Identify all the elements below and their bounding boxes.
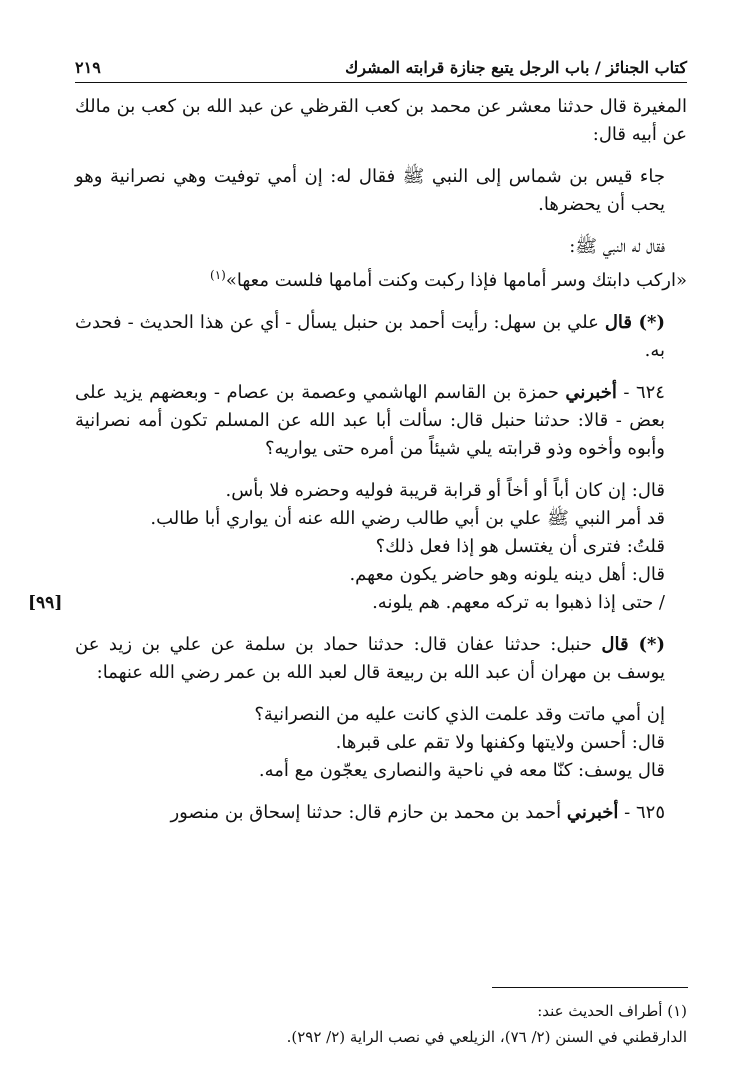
- footnote-line: الدارقطني في السنن (٢/ ٧٦)، الزيلعي في نصب الراية (٢/ ٢٩٢).: [286, 1028, 687, 1046]
- paragraph-lead: أخبرني: [565, 382, 617, 403]
- paragraph-text: حمزة بن القاسم الهاشمي وعصمة بن عصام - وبعضهم يزيد على بعض - قالا: حدثنا حنبل قال: سألت أبا عبد الله عن المسلم تكون أمه نصرانية وأبوه وأخوه وذو قرابته يلي شيئاً من أمره حتى يواريه؟: [75, 382, 665, 459]
- text-line: قلتُ: فترى أن يغتسل هو إذا فعل ذلك؟: [375, 536, 665, 557]
- paragraph-answers: [28, 477, 687, 617]
- paragraph-ali-ibn-sahl: [75, 309, 687, 365]
- paragraph-hadith-624: [75, 379, 687, 463]
- footnotes: [75, 998, 687, 1050]
- hadith-number: ٦٢٤ -: [623, 382, 665, 403]
- main-text: [28, 93, 687, 827]
- paragraph-hadith-question: جاء قيس بن شماس إلى النبي ﷺ فقال له: إن أمي توفيت وهي نصرانية وهو يحب أن يحضرها.: [75, 166, 665, 215]
- paragraph-lead: (*) قال: [601, 634, 665, 655]
- footnote-divider: [492, 987, 688, 988]
- paragraph-text: علي بن سهل: رأيت أحمد بن حنبل يسأل - أي عن هذا الحديث - فحدث به.: [75, 312, 665, 361]
- page-header: [75, 50, 687, 83]
- paragraph-ibn-umar: [75, 701, 687, 785]
- text-line: قال: أهل دينه يلونه وهو حاضر يكون معهم.: [349, 564, 665, 585]
- text-line: / حتى إذا ذهبوا به تركه معهم. هم يلونه.: [372, 592, 665, 613]
- prophet-quote: «اركب دابتك وسر أمامها فإذا ركبت وكنت أمامها فلست معها»: [225, 270, 687, 291]
- text-line: قال: أحسن ولايتها وكفنها ولا تقم على قبرها.: [335, 732, 665, 753]
- paragraph-lead: (*) قال: [604, 312, 665, 333]
- text-line: قال يوسف: كنّا معه في ناحية والنصارى يعجّون مع أمه.: [258, 760, 665, 781]
- text-line: قد أمر النبي ﷺ علي بن أبي طالب رضي الله عنه أن يواري أبا طالب.: [150, 508, 665, 529]
- paragraph-prophet-quote: [75, 261, 687, 295]
- text-line-with-margin: [28, 589, 665, 617]
- text-line: قال: إن كان أباً أو أخاً أو قرابة قريبة فوليه وحضره فلا بأس.: [225, 480, 665, 501]
- hadith-number: ٦٢٥ -: [624, 802, 665, 823]
- paragraph-lead: أخبرني: [566, 802, 619, 823]
- paragraph-prophet-said: فقال له النبي ﷺ:: [569, 236, 665, 257]
- paragraph-text: أحمد بن محمد بن حازم قال: حدثنا إسحاق بن منصور: [170, 802, 562, 823]
- text-line: إن أمي ماتت وقد علمت الذي كانت عليه من النصرانية؟: [254, 704, 665, 725]
- footnote-marker: (١): [210, 268, 226, 282]
- paragraph-hanbal: [75, 631, 687, 687]
- page-number: ٢١٩: [75, 58, 101, 77]
- margin-reference: [٩٩]: [28, 593, 63, 613]
- footnote-line: (١) أطراف الحديث عند:: [537, 1002, 687, 1020]
- paragraph-hadith-625: [75, 799, 687, 827]
- running-title: كتاب الجنائز / باب الرجل يتبع جنازة قرابته المشرك: [345, 58, 687, 77]
- paragraph-text: حنبل: حدثنا عفان قال: حدثنا حماد بن سلمة عن علي بن زيد عن يوسف بن مهران أن عبد الله بن ربيعة قال لعبد الله بن عمر رضي الله عنهما:: [75, 634, 665, 683]
- paragraph-isnad: المغيرة قال حدثنا معشر عن محمد بن كعب القرظي عن عبد الله بن كعب بن مالك عن أبيه قال:: [75, 96, 687, 145]
